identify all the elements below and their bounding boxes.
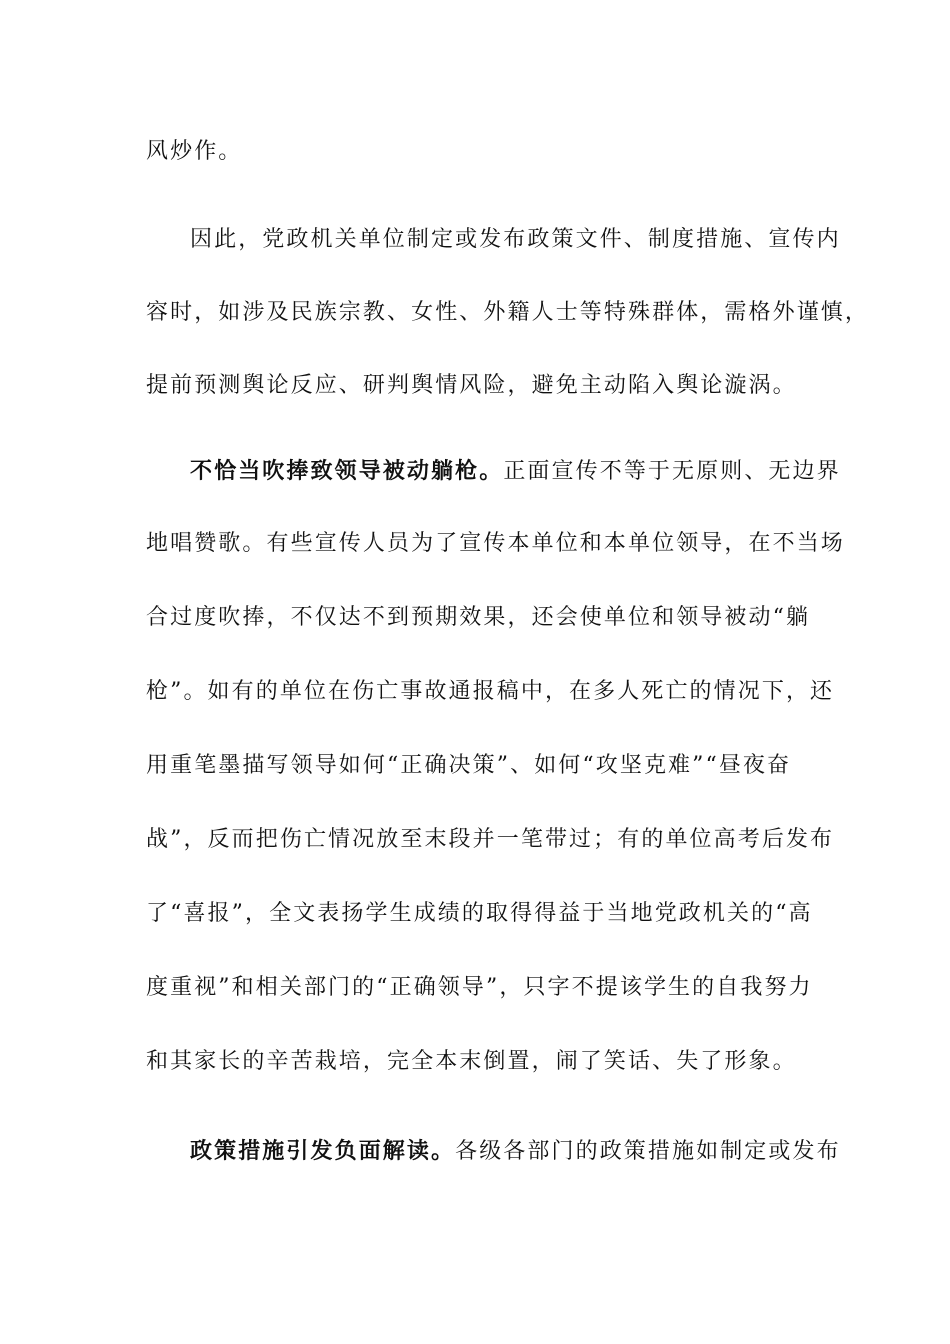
paragraph-heading: 政策措施引发负面解读。 bbox=[190, 1138, 456, 1164]
line-text: 因此，党政机关单位制定或发布政策文件、制度措施、宣传内 bbox=[190, 227, 841, 252]
line-text: 了“喜报”，全文表扬学生成绩的取得得益于当地党政机关的“高 bbox=[146, 901, 813, 926]
text-line bbox=[0, 820, 950, 860]
line-text: 地唱赞歌。有些宣传人员为了宣传本单位和本单位领导，在不当场 bbox=[146, 531, 845, 556]
text-line bbox=[0, 894, 950, 934]
paragraph-first-line bbox=[0, 1131, 950, 1171]
text-line bbox=[0, 132, 950, 172]
line-text: 提前预测舆论反应、研判舆情风险，避免主动陷入舆论漩涡。 bbox=[146, 373, 797, 398]
text-line bbox=[0, 366, 950, 406]
line-text: 正面宣传不等于无原则、无边界 bbox=[503, 459, 841, 484]
text-line bbox=[0, 524, 950, 564]
text-line bbox=[0, 746, 950, 786]
paragraph-first-line bbox=[0, 451, 950, 491]
line-text: 度重视”和相关部门的“正确领导”，只字不提该学生的自我努力 bbox=[146, 975, 813, 1000]
paragraph-first-line bbox=[0, 220, 950, 260]
line-text: 枪”。如有的单位在伤亡事故通报稿中，在多人死亡的情况下，还 bbox=[146, 679, 835, 704]
text-line bbox=[0, 293, 950, 333]
line-text: 和其家长的辛苦栽培，完全本末倒置，闹了笑话、失了形象。 bbox=[146, 1049, 797, 1074]
text-line bbox=[0, 1042, 950, 1082]
paragraph-heading: 不恰当吹捧致领导被动躺枪。 bbox=[190, 458, 504, 484]
line-text: 容时，如涉及民族宗教、女性、外籍人士等特殊群体，需格外谨慎， bbox=[146, 300, 870, 325]
line-text: 风炒作。 bbox=[146, 139, 243, 164]
text-line bbox=[0, 672, 950, 712]
line-text: 各级各部门的政策措施如制定或发布 bbox=[455, 1139, 841, 1164]
text-line bbox=[0, 968, 950, 1008]
line-text: 战”，反而把伤亡情况放至末段并一笔带过；有的单位高考后发布 bbox=[146, 827, 835, 852]
text-line bbox=[0, 598, 950, 638]
line-text: 合过度吹捧，不仅达不到预期效果，还会使单位和领导被动“躺 bbox=[146, 605, 811, 630]
line-text: 用重笔墨描写领导如何“正确决策”、如何“攻坚克难”“昼夜奋 bbox=[146, 753, 792, 778]
